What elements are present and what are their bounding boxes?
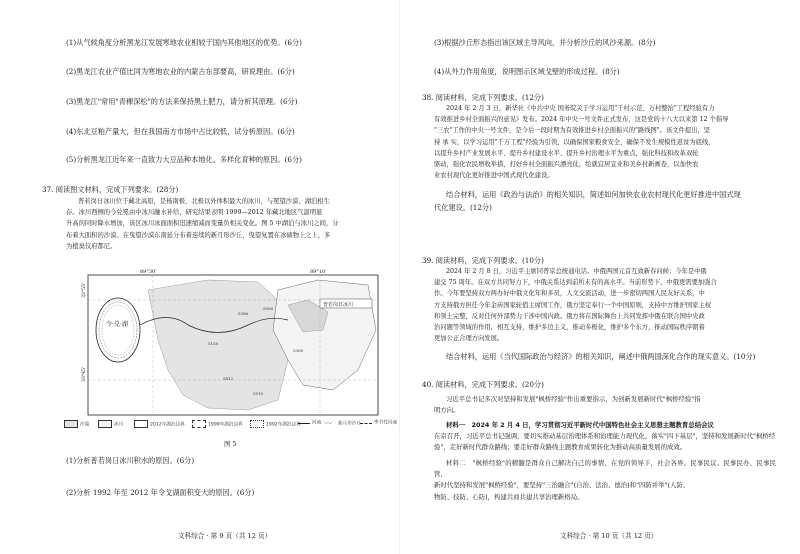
lat-label-2: 33°45' (82, 366, 87, 382)
legend-swatch-dune: ◡◡ (324, 420, 333, 425)
q40-m2-line: 新时代坚持和发展"枫桥经验"，要坚持"三治融合"(自治、法治、德治)和"四防并举"(人防、 (434, 481, 690, 490)
lat-label-1: 33°55' (82, 282, 87, 298)
q37-sub-2: (2)分析 1992 年至 2012 年令戈湖面积变大的原因。(6分) (66, 488, 255, 497)
elev-label: 5412 (223, 376, 234, 381)
legend-label: 1992年湖泊边界 (266, 422, 301, 428)
q38-line: 2024 年 2 月 3 日，新华社《中共中央 国务院关于学习运用"千村示范、万村整治"工程经验有力 (446, 105, 715, 112)
lon-label-2: 89°10' (310, 269, 327, 275)
elev-label: 5510 (253, 391, 264, 396)
q39-line: 建交 75 周年。在双方共同努力下，中俄关系达到前所未有的高水平。当前形势下，中俄更需要加强合 (434, 279, 717, 287)
q38-line: 持 承 实，以学习运用"千万工程"经验为引领，以确保国家粮食安全、确保不发生规模性返贫为底线， (434, 138, 715, 146)
q38-question-2: 代化建设。(12分) (434, 203, 492, 212)
elev-label: 5386 (238, 311, 249, 316)
legend-item (98, 420, 123, 428)
q40-material-1 (434, 420, 776, 454)
q37-sub-1: (1)分析普若岗日冰川积水的原因。(6分) (66, 456, 195, 465)
q36-item-1: (1)从气候角度分析黑龙江发展寒地农业相较于国内其他地区的优势。(6分) (66, 38, 302, 47)
legend-item (192, 420, 243, 428)
legend-label: 2012年湖泊边界 (150, 422, 185, 428)
legend-item (298, 420, 321, 426)
q39-line: 作。今年要坚持双方两办好中俄文化年和多员，人文交流活动，进一步密切两国人民友好关系，中 (434, 290, 705, 298)
q40-material-2 (434, 458, 776, 503)
legend-item (134, 420, 185, 428)
legend-label: 季节性河流 (374, 420, 397, 426)
glacier-label: 普若岗日冰川 (323, 302, 354, 308)
left-footer: 文科综合 · 第 9 页（共 12 页） (178, 532, 272, 540)
lake-2012-boundary (96, 298, 140, 362)
q38-material (434, 103, 776, 181)
q40-m2-line: 材料二 "枫桥经验"的精髓是群众自己解决自己的事情，在党的领导下，社会各界、民事民议、民事民办、民事民管， (434, 459, 776, 479)
legend-swatch-1999 (192, 420, 206, 428)
q37-line: 普若岗日冰川位于藏北高原，是杨南极、北极以外体积最大的冰川，与冕望沙漠、湖泊相生 (78, 198, 330, 205)
q36-item-5: (5)分析黑龙江近年来一直致力大豆品种本地化、多样化育种的原因。(6分) (66, 155, 302, 164)
q38-title: 38. 阅读材料，完成下列要求。(12分) (422, 93, 544, 102)
q39-question: 结合材料，运用《当代国际政治与经济》的相关知识，阐述中俄两国深化合作的现实意义。(10分) (446, 352, 756, 361)
q39-line: 更加公正合理方向发展。 (434, 335, 504, 343)
q38-line: "三农"工作的中央一号文件，是今后一段时期为有效推进乡村全面振兴的"路线图"。该文件提出，坚 (434, 127, 711, 135)
q36-item-3: (3)黑龙江"常用"青稞深松"的方法来保持黑土肥力，请分析其原理。(6分) (66, 97, 298, 106)
lake-label: 令·兑·湖 (106, 321, 128, 328)
legend-swatch-desert (64, 420, 78, 428)
q39-line: 方支持俄方担任今年金砖国家轮值主席国工作，俄方坚定奉行一个中国原则，支持中方维护国家主权 (434, 301, 712, 309)
elev-label: 5560 (263, 306, 274, 311)
q37-line: 为植臭仪府都尼。 (66, 242, 117, 250)
q40-m1-line: 材料一 2024 年 2 月 4 日，学习贯彻习近平新时代中国特色社会主义思想主题教育总结会议 (446, 421, 714, 429)
legend-label: 河流 (312, 420, 322, 426)
q37-material (66, 196, 388, 252)
q37-sub-4: (4)从外力作用角度，说明图示区域戈壁的形成过程。(8分) (434, 67, 620, 76)
q40-title: 40. 阅读材料，完成下列要求。(20分) (422, 380, 544, 389)
q37-title: 37. 阅读图文材料，完成下列要求。(28分) (42, 185, 179, 194)
legend-label: 1999年湖泊边界 (208, 422, 243, 428)
q36-item-2: (2)黑龙江农业产值比同为寒地农业的内蒙古东部要高，研说理由。(6分) (66, 67, 295, 76)
legend-label: 沙漠 (80, 422, 90, 428)
legend-label: 冰川 (114, 422, 124, 428)
q37-sub-3: (3)根据沙丘形态指出该区域主导风向，并分析沙丘的风沙来源。(8分) (434, 38, 656, 47)
q39-material (434, 266, 776, 344)
legend-item (360, 420, 397, 426)
figure-label: 图 5 (224, 440, 237, 448)
q37-line: 布着大面积的沙漠。在曳望沙漠东南延分布着连续的新月形沙丘，曳望复置在冰碛物上之上，多 (66, 231, 331, 239)
legend-swatch-1992 (250, 420, 264, 428)
q40-m1-line: 验"，走好新时代群众路线；要走好群众路线主题教育成果转化为推动高质量发展的成效。 (434, 443, 687, 452)
q37-line: 存。冰川西侧的今兑冕由中冰川融水补给，研究结果表明 1999—2012 年藏北地区气温明显 (66, 209, 323, 217)
q40-intro-line: 习近平总书记多次对坚持和发展"枫桥经验"作出重要指示，为创新发展新时代"枫桥经验"指 (446, 395, 701, 403)
legend-label: 新月形沙丘 (338, 421, 361, 427)
q39-title: 39. 阅读材料，完成下列要求。(10分) (422, 256, 544, 265)
legend-swatch-seasonal (360, 420, 372, 424)
q36-item-4: (4)东北豆粕产量大，但在我国南方市场中占比较低，试分析原因。(6分) (66, 127, 295, 136)
q37-line: 升高的同时降水增加，该区冰川冰面面积迅速缩减而变量负相关变化。图 5 中湖泊与冰川之间，分 (66, 220, 339, 228)
legend-swatch-glacier (98, 420, 112, 428)
q40-m2-line: 物防、技防、心防)，构建共商共建共享治理新格局。 (434, 492, 584, 501)
q40-m1-line: 在京召开，习近平总书记强调，要切实推动基层治理体系和治理能力现代化，落实"四下基层"，坚持和发展新时代"枫桥经 (434, 432, 776, 441)
q38-line: 业农村现代化更好推进中国式现代化建设。 (434, 172, 554, 180)
q39-line: 2024 年 2 月 8 日，习近平主席同普京总统通电话。中俄两国元首互致新春问候：今年是中俄 (446, 268, 707, 275)
legend-item (250, 420, 301, 428)
q40-intro-line: 明方向。 (434, 406, 460, 415)
q40-intro (434, 394, 776, 416)
lon-label-1: 89°30' (140, 269, 157, 275)
glacier-lake-map (82, 269, 378, 420)
q38-line: 驱动，强化农民增收举措，打好乡村全面振兴漂亮仗，绘就宜居宜业和美乡村新画卷，以加快农 (434, 161, 699, 169)
q39-line: 治问题等领域的作用，相互支持，维护多边主义，推动多极化，维护多个东方，推动国际秩序朝着 (434, 324, 705, 332)
legend-item (324, 420, 361, 427)
elev-label: 5150 (208, 341, 219, 346)
legend-item (64, 420, 89, 428)
q39-line: 和领土完整，反对任何外部势力干涉中国内政。俄方将在国际舞台上共同发挥中俄在联合国中央政 (434, 312, 705, 320)
legend-swatch-river (298, 420, 310, 424)
q38-question-1: 结合材料，运用《政治与法治》的相关知识，简述如何加快农业农村现代化更好推进中国式现 (446, 190, 741, 199)
q38-line: 有效推进乡村全面振兴的意见》发布。2024 年中央一号文件正式发布，这是党的十八大以来第 12 个指导 (434, 116, 729, 124)
legend-swatch-2012 (134, 420, 148, 428)
right-page (400, 0, 800, 554)
q38-line: 以提升乡村产业发展水平、提升乡村建设水平、提升乡村治理水平为重点，强化科技和改革双轮 (434, 149, 699, 157)
elev-label: 5385 (293, 348, 304, 353)
right-footer: 文科综合 · 第 10 页（共 12 页） (560, 532, 658, 540)
